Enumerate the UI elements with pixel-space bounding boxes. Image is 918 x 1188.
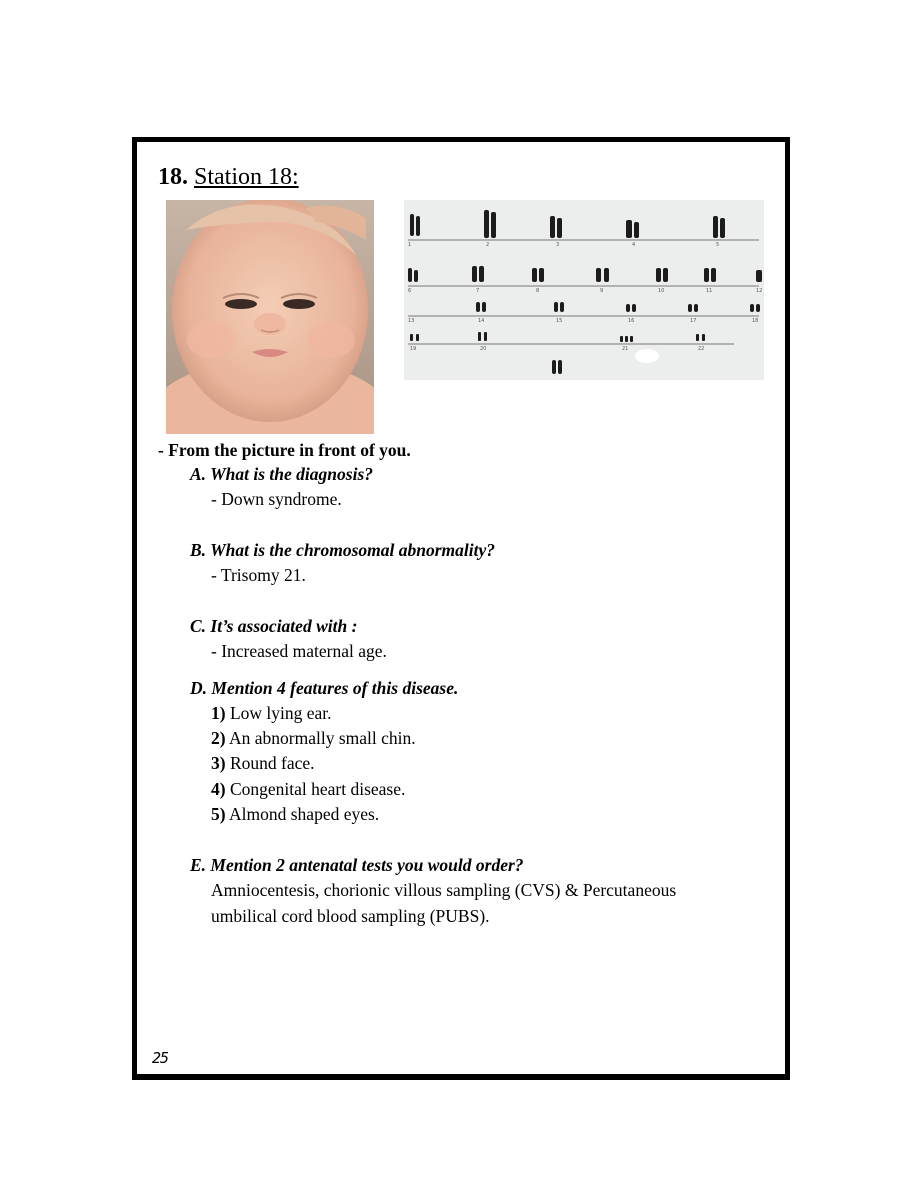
feature-number: 1) xyxy=(211,703,226,723)
feature-item xyxy=(211,753,315,774)
karyotype-label: 5 xyxy=(716,242,720,248)
karyotype-label: 12 xyxy=(756,288,763,294)
karyotype-label: 6 xyxy=(408,288,412,294)
feature-item xyxy=(211,703,332,724)
feature-text: Round face. xyxy=(229,753,315,773)
karyotype-label: 17 xyxy=(690,318,697,324)
feature-text: Almond shaped eyes. xyxy=(229,804,380,824)
karyotype-label: 22 xyxy=(698,346,705,352)
karyotype-label: 1 xyxy=(408,242,412,248)
prompt-text: - From the picture in front of you. xyxy=(158,440,411,460)
karyotype-label: 13 xyxy=(408,318,415,324)
karyotype-label: 3 xyxy=(556,242,560,248)
karyotype-image xyxy=(404,200,764,380)
answer-b: - Trisomy 21. xyxy=(211,565,306,585)
feature-text: An abnormally small chin. xyxy=(229,728,416,748)
feature-item xyxy=(211,728,416,749)
karyotype-label: 15 xyxy=(556,318,563,324)
karyotype-label: 18 xyxy=(752,318,759,324)
karyotype-label: 7 xyxy=(476,288,480,294)
karyotype-label: 16 xyxy=(628,318,635,324)
answer-c: - Increased maternal age. xyxy=(211,641,387,661)
question-c: C. It’s associated with : xyxy=(190,616,358,636)
answer-e-line1: Amniocentesis, chorionic villous sampling (CVS) & Percutaneous xyxy=(211,880,677,900)
feature-number: 2) xyxy=(211,728,226,748)
karyotype-label: 4 xyxy=(632,242,636,248)
karyotype-label: 21 xyxy=(622,346,629,352)
karyotype-label: 14 xyxy=(478,318,485,324)
karyotype-label: 10 xyxy=(658,288,665,294)
karyotype-label: 19 xyxy=(410,346,417,352)
page-number: 25 xyxy=(152,1049,169,1067)
feature-item xyxy=(211,779,405,800)
question-a: A. What is the diagnosis? xyxy=(190,464,373,484)
answer-a: - Down syndrome. xyxy=(211,489,342,509)
feature-text: Congenital heart disease. xyxy=(229,779,406,799)
station-number: 18. xyxy=(158,164,188,190)
feature-number: 3) xyxy=(211,753,226,773)
karyotype-label: 2 xyxy=(486,242,490,248)
question-e: E. Mention 2 antenatal tests you would order? xyxy=(190,855,524,875)
question-b: B. What is the chromosomal abnormality? xyxy=(190,540,496,560)
karyotype-label: 9 xyxy=(600,288,604,294)
feature-text: Low lying ear. xyxy=(229,703,332,723)
station-title: Station 18: xyxy=(194,164,299,190)
station-heading xyxy=(158,164,299,191)
answer-e-line2: umbilical cord blood sampling (PUBS). xyxy=(211,906,490,926)
karyotype-label: 11 xyxy=(706,288,713,294)
question-d: D. Mention 4 features of this disease. xyxy=(190,678,459,698)
karyotype-label: 20 xyxy=(480,346,487,352)
feature-number: 4) xyxy=(211,779,226,799)
feature-item xyxy=(211,804,379,825)
karyotype-label: 8 xyxy=(536,288,540,294)
feature-number: 5) xyxy=(211,804,226,824)
baby-photo xyxy=(166,200,374,434)
